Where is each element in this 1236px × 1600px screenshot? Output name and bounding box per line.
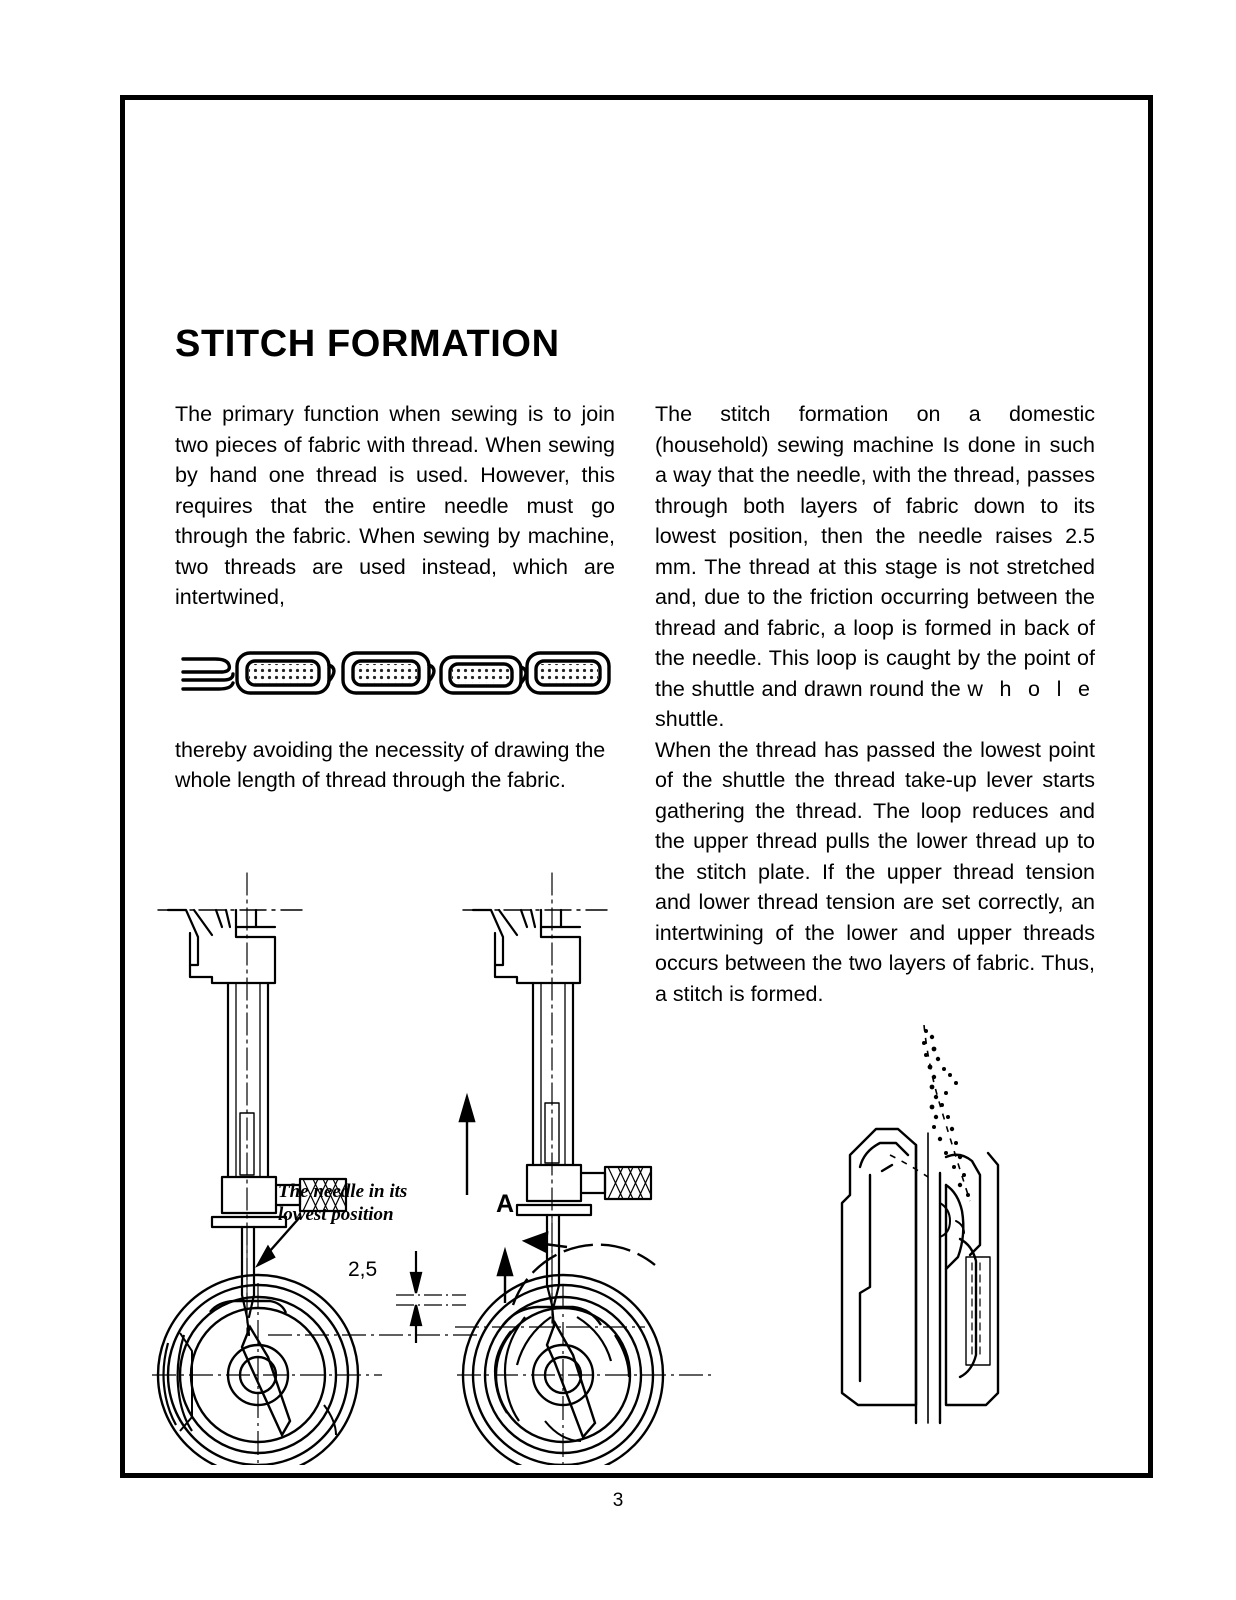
needle-lowest-position-diagram bbox=[150, 865, 480, 1465]
right-paragraph-1-spaced-word: w h o l e bbox=[967, 676, 1095, 701]
motion-label-a: A bbox=[496, 1190, 515, 1218]
label-a-arrow bbox=[525, 1233, 567, 1251]
left-paragraph-2: thereby avoiding the necessity of drawing the whole length of thread through the fabric. bbox=[175, 737, 606, 792]
needle-raised-diagram bbox=[455, 865, 785, 1465]
shuttle-hook-detail-diagram bbox=[820, 1025, 1050, 1425]
figure-group bbox=[175, 865, 1095, 1465]
right-paragraph-1 bbox=[655, 399, 1095, 735]
page-title: STITCH FORMATION bbox=[175, 323, 560, 365]
left-paragraph-1: The primary function when sewing is to join two pieces of fabric with thread. When sewing by hand one thread is used. However, this requires that the entire needle must go through the fabric. When sewing by machine, two threads are used instead, which are intertwined, bbox=[175, 402, 615, 609]
chain-stitch-illustration bbox=[175, 639, 615, 705]
dimension-label-2-5: 2,5 bbox=[348, 1258, 378, 1281]
right-paragraph-1-part-a: The stitch formation on a domestic (household) sewing machine Is done in such a way that the needle, with the thread, passes through both layers of fabric down to its lowest position, then the needle raises 2.5 mm. The thread at this stage is not stretched and, due to the friction occurring between the thread and fabric, a loop is formed in back of the needle. This loop is caught by the point of the shuttle and drawn round the bbox=[655, 402, 1095, 701]
needle-lowest-caption bbox=[278, 1180, 407, 1226]
caption-line-2: lowest position bbox=[278, 1204, 394, 1225]
right-paragraph-1-part-b: shuttle. bbox=[655, 707, 725, 731]
right-paragraph-2: When the thread has passed the lowest point of the shuttle the thread take-up lever starts gathering the thread. The loop reduces and the upper thread pulls the lower thread up to the stitch plate. If the upper thread tension and lower thread tension are set correctly, an intertwining of the lower and upper threads occurs between the two layers of fabric. Thus, a stitch is formed. bbox=[655, 737, 1095, 1006]
page-number: 3 bbox=[612, 1490, 624, 1511]
caption-line-1: The needle in its bbox=[278, 1181, 408, 1202]
page-content bbox=[175, 325, 1095, 1455]
needle-up-arrow bbox=[460, 1097, 474, 1195]
left-column bbox=[175, 399, 615, 796]
